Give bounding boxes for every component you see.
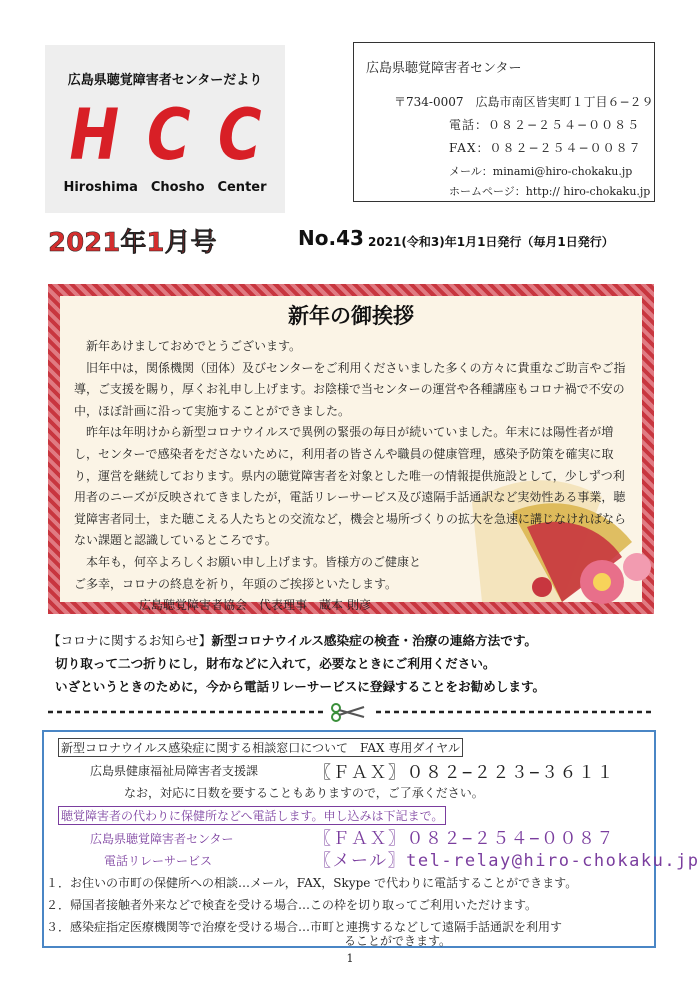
contact-address: 〒734-0007 広島市南区皆実町１丁目６−２９: [394, 95, 654, 109]
logo-letter-c2: C: [217, 94, 262, 176]
greeting-signature: 広島聴覚障害者協会 代表理事 蔵本 則彦: [139, 598, 371, 613]
notice-label: 【コロナに関するお知らせ】: [48, 633, 212, 648]
card-dept: 広島県健康福祉局障害者支援課: [90, 764, 259, 778]
logo-word-center: Center: [217, 180, 267, 195]
card-relay: 電話リレーサービス: [104, 854, 213, 868]
notice-line-1: [48, 630, 537, 649]
card-heading: 新型コロナウイルス感染症に関する相談窓口について FAX 専用ダイヤル: [58, 738, 463, 757]
notice-line-3: いざというときのために，今から電話リレーサービスに登録することをお勧めします。: [55, 679, 546, 694]
newsletter-title: 広島県聴覚障害者センターだより: [67, 73, 263, 88]
greeting-title: 新年の御挨拶: [288, 304, 414, 328]
notice-line-2: 切り取って二つ折りにし，財布などに入れて，必要なときにご利用ください。: [55, 656, 496, 671]
greeting-card: [60, 296, 642, 613]
greeting-paragraph: ご多幸，コロナの終息を祈り，年頭のご挨拶といたします。: [74, 576, 398, 591]
contact-homepage[interactable]: ホームページ：http:// hiro-chokaku.jp: [449, 185, 651, 198]
card-relay-mail[interactable]: 〖メール〗tel-relay@hiro-chokaku.jp: [314, 851, 700, 871]
card-note: なお，対応に日数を要することもありますので，ご了承ください。: [124, 786, 484, 800]
card-item-2: ２．帰国者接触者外来などで検査を受ける場合…この枠を切り取ってご利用いただけます。: [46, 898, 538, 912]
card-center-fax: 〖ＦＡＸ〗０８２−２５４−００８７: [314, 829, 615, 849]
issue-number: No.43: [298, 226, 364, 250]
greeting-paragraph: 旧年中は，関係機関（団体）及びセンターをご利用くださいました多くの方々に貴重なご助言やご指導，ご支援を賜り，厚くお礼申し上げます。お陰様で当センターの運営や各種講座もコロナ禍で不安の中，ほぼ計画に沿って実施することができました。: [74, 360, 626, 418]
notice-text-1: 新型コロナウイルス感染症の検査・治療の連絡方法です。: [211, 633, 538, 648]
contact-mail[interactable]: メール：minami@hiro-chokaku.jp: [449, 165, 633, 178]
greeting-frame: [48, 284, 654, 614]
fax-contact-card: [42, 730, 700, 948]
page-number: 1: [346, 952, 354, 965]
greeting-body: [74, 336, 630, 617]
logo-word-chosho: Chosho: [150, 180, 205, 195]
issue-date: 2021(令和3)年1月1日発行（毎月1日発行）: [368, 235, 614, 249]
logo-word-hiroshima: Hiroshima: [63, 180, 138, 195]
contact-org: 広島県聴覚障害者センター: [366, 61, 522, 76]
scissors-icon: [332, 704, 364, 721]
card-proxy: 聴覚障害者の代わりに保健所などへ電話します。申し込みは下記まで。: [58, 806, 446, 825]
logo-letter-c1: C: [146, 94, 191, 176]
hcc-logo: [45, 95, 285, 175]
issue-title: 2021年1月号: [48, 228, 217, 258]
contact-box: [353, 42, 655, 202]
greeting-paragraph: 新年あけましておめでとうございます。: [74, 339, 302, 353]
card-item-3-cont: ることができます。: [344, 934, 452, 948]
card-center: 広島県聴覚障害者センター: [90, 832, 234, 846]
greeting-paragraph: 昨年は年明けから新型コロナウイルスで異例の緊張の毎日が続いていました。年末には陽性者が増し，センターで感染者をださないために，利用者の皆さんや職員の健康管理，感染予防策を確実に取り，運営を継続しております。県内の聴覚障害者を対象とした唯一の情報提供施設として，少しずつ利用者のニーズが反映されてきましたが，電話リレーサービス及び遠隔手話通訳など実効性ある事業，聴覚障害者同士，また聴こえる人たちとの交流など，機会と場所づくりの拡大を急速に講じなければならない課題と認識しているところです。: [74, 425, 627, 548]
card-dept-fax: 〖ＦＡＸ〗０８２−２２３−３６１１: [314, 763, 615, 783]
card-item-1: １．お住いの市町の保健所への相談…メール，FAX，Skype で代わりに電話することができます。: [46, 876, 578, 890]
greeting-paragraph: 本年も，何卒よろしくお願い申し上げます。皆様方のご健康と: [74, 554, 422, 569]
logo-letter-h: H: [69, 94, 119, 176]
contact-phone: 電話：０８２−２５４−００８５: [449, 118, 641, 132]
masthead-logo: [45, 45, 285, 213]
card-item-3: ３．感染症指定医療機関等で治療を受ける場合…市町と連携するなどして遠隔手話通訳を利用す: [46, 920, 563, 934]
logo-subtitle: [45, 180, 285, 195]
contact-fax: FAX：０８２−２５４−００８７: [449, 141, 642, 155]
cut-line: [48, 702, 654, 722]
